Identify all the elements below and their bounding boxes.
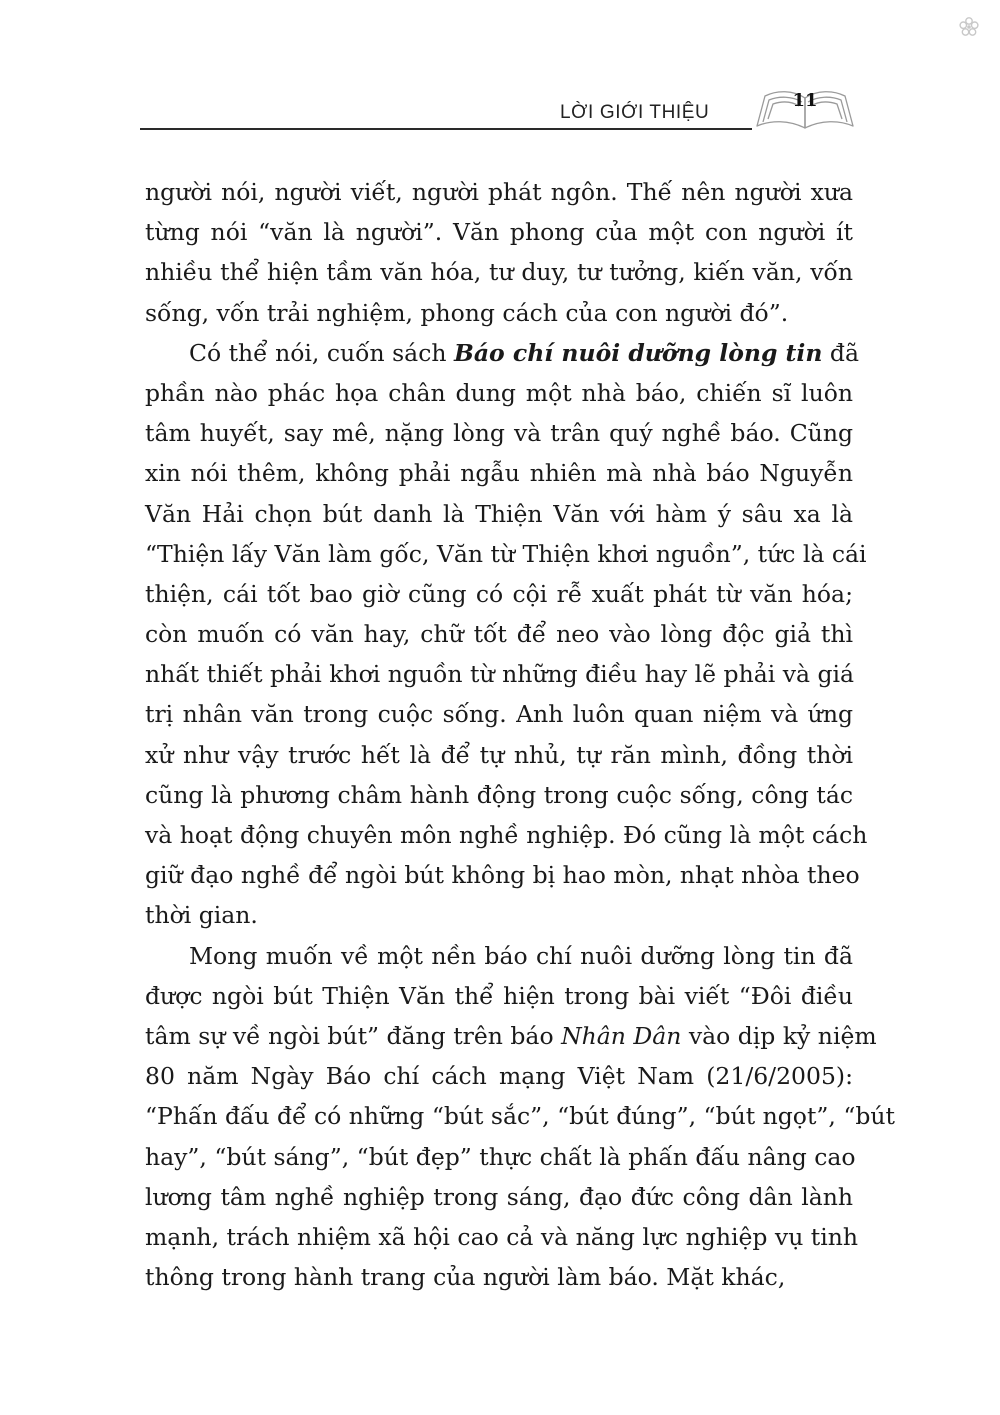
text-run: người nói, người viết, người phát ngôn. Thế nên người xưa	[145, 178, 853, 206]
text-run: hay”, “bút sáng”, “bút đẹp” thực chất là phấn đấu nâng cao	[145, 1142, 856, 1171]
text-line	[145, 293, 853, 333]
text-line	[145, 694, 853, 734]
text-run: thông trong hành trang của người làm báo. Mặt khác,	[145, 1263, 786, 1292]
text-run: xin nói thêm, không phải ngẫu nhiên mà nhà báo Nguyễn	[145, 459, 853, 488]
text-line	[145, 654, 853, 694]
text-line	[145, 614, 853, 654]
text-run: từng nói “văn là người”. Văn phong của một con người ít	[145, 218, 853, 247]
text-run: trị nhân văn trong cuộc sống. Anh luôn quan niệm và ứng	[145, 700, 853, 729]
text-run: phần nào phác họa chân dung một nhà báo, chiến sĩ luôn	[145, 378, 853, 407]
running-header	[140, 80, 860, 138]
newspaper-name: Nhân Dân	[561, 1021, 682, 1050]
text-run: và hoạt động chuyên môn nghề nghiệp. Đó cũng là một cách	[145, 821, 868, 849]
text-run: cũng là phương châm hành động trong cuộc sống, công tác	[145, 780, 853, 809]
header-rule	[140, 128, 752, 130]
text-line	[145, 855, 860, 895]
text-line	[145, 775, 853, 815]
body-text	[145, 172, 895, 1297]
text-line	[145, 574, 853, 614]
text-line	[145, 172, 853, 212]
text-line	[145, 494, 853, 534]
text-run: nhiều thể hiện tầm văn hóa, tư duy, tư tưởng, kiến văn, vốn	[145, 258, 853, 287]
text-line	[145, 936, 853, 976]
text-run: vào dịp kỷ niệm	[681, 1021, 877, 1050]
text-line	[145, 373, 853, 413]
text-line	[145, 1257, 853, 1297]
paragraph-3	[145, 936, 895, 1298]
text-run: thiện, cái tốt bao giờ cũng có cội rễ xuất phát từ văn hóa;	[145, 579, 853, 608]
text-run: sống, vốn trải nghiệm, phong cách của con người đó”.	[145, 298, 789, 327]
page-number: 11	[792, 90, 818, 111]
text-run: nhất thiết phải khơi nguồn từ những điều hay lẽ phải và giá	[145, 660, 855, 689]
text-line	[145, 1177, 853, 1217]
text-line	[145, 735, 853, 775]
text-line	[145, 252, 853, 292]
text-line	[145, 1016, 877, 1056]
section-title: LỜI GIỚI THIỆU	[560, 102, 710, 123]
text-run: tâm huyết, say mê, nặng lòng và trân quý nghề báo. Cũng	[145, 419, 853, 448]
text-run: 80 năm Ngày Báo chí cách mạng Việt Nam (21/6/2005):	[145, 1062, 853, 1091]
text-run: Văn Hải chọn bút danh là Thiện Văn với hàm ý sâu xa là	[145, 499, 853, 528]
text-line	[145, 534, 867, 574]
text-run: Có thể nói, cuốn sách	[189, 338, 454, 367]
text-line	[145, 815, 868, 855]
text-line	[145, 976, 853, 1016]
book-title: Báo chí nuôi dưỡng lòng tin	[453, 338, 823, 367]
text-run: “Thiện lấy Văn làm gốc, Văn từ Thiện khơi nguồn”, tức là cái	[145, 539, 867, 568]
text-line	[145, 1137, 856, 1177]
text-run: xử như vậy trước hết là để tự nhủ, tự răn mình, đồng thời	[145, 740, 853, 769]
text-run: Mong muốn về một nền báo chí nuôi dưỡng lòng tin đã	[189, 941, 853, 970]
text-line	[145, 1056, 853, 1096]
text-line	[145, 333, 859, 373]
text-run: thời gian.	[145, 901, 258, 930]
paragraph-1	[145, 172, 853, 333]
text-run: “Phấn đấu để có những “bút sắc”, “bút đúng”, “bút ngọt”, “bút	[145, 1102, 895, 1131]
text-run: lương tâm nghề nghiệp trong sáng, đạo đức công dân lành	[145, 1182, 853, 1211]
text-run: còn muốn có văn hay, chữ tốt để neo vào lòng độc giả thì	[145, 620, 853, 649]
text-run: tâm sự về ngòi bút” đăng trên báo	[145, 1021, 562, 1050]
paragraph-2	[145, 333, 868, 936]
flower-icon	[958, 16, 980, 38]
text-line	[145, 1096, 895, 1136]
text-line	[145, 413, 853, 453]
text-line	[145, 453, 853, 493]
text-run: mạnh, trách nhiệm xã hội cao cả và năng lực nghiệp vụ tinh	[145, 1222, 859, 1251]
text-run: giữ đạo nghề để ngòi bút không bị hao mòn, nhạt nhòa theo	[145, 861, 860, 890]
text-line	[145, 1217, 859, 1257]
text-line	[145, 212, 853, 252]
text-run: đã	[822, 338, 859, 367]
text-run: được ngòi bút Thiện Văn thể hiện trong bài viết “Đôi điều	[145, 981, 853, 1010]
text-line	[145, 895, 853, 935]
